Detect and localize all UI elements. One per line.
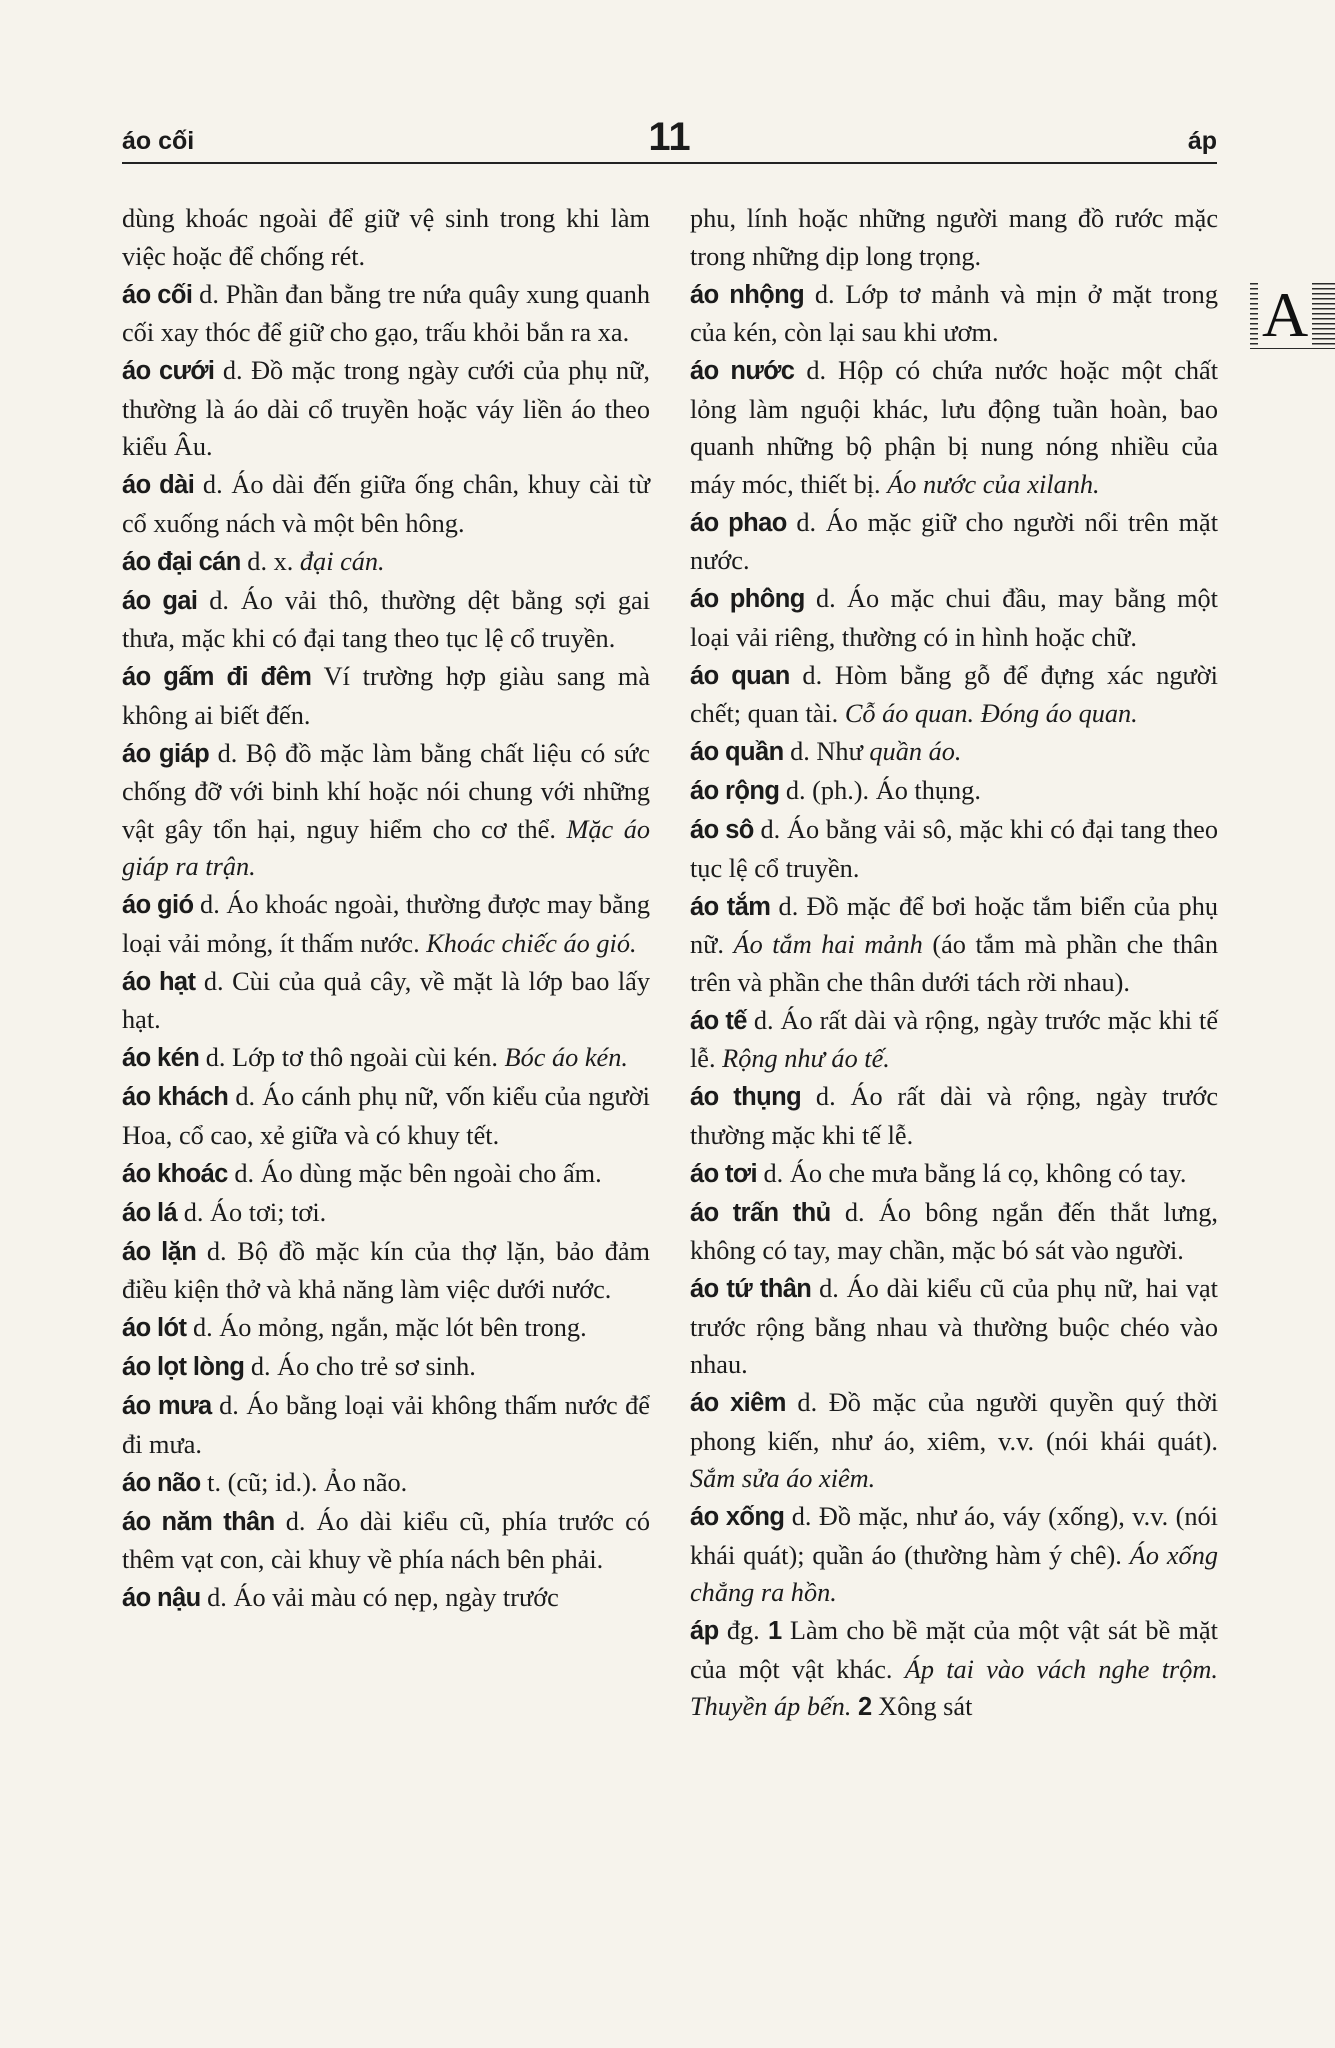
entry-definition: đg. bbox=[718, 1616, 769, 1645]
entry-definition: d. Áo dài đến giữa ống chân, khuy cài từ cổ xuống nách và một bên hông. bbox=[122, 470, 650, 538]
entry-headword: áo trấn thủ bbox=[690, 1198, 831, 1227]
entry-headword: áo lọt lòng bbox=[122, 1353, 245, 1381]
entry-definition: d. Áo che mưa bằng lá cọ, không có tay. bbox=[756, 1158, 1187, 1188]
entry-definition: d. Áo rất dài và rộng, ngày trước thường mặc khi tế lễ. bbox=[690, 1082, 1218, 1150]
entry-headword: áo não bbox=[122, 1468, 201, 1497]
dictionary-entry bbox=[690, 580, 1218, 656]
entry-headword: áo phông bbox=[690, 585, 805, 613]
entry-definition: d. Bộ đồ mặc kín của thợ lặn, bảo đảm điều kiện thở và khả năng làm việc dưới nước. bbox=[122, 1236, 650, 1304]
entry-definition: Làm cho bề mặt của một vật sát bề mặt của một vật khác. bbox=[690, 1616, 1218, 1684]
entry-headword: áo kén bbox=[122, 1044, 200, 1072]
entry-definition: Xông sát bbox=[871, 1692, 973, 1721]
entry-definition: d. Áo vải thô, thường dệt bằng sợi gai thưa, mặc khi có đại tang theo tục lệ cổ truyền. bbox=[122, 585, 650, 653]
entry-definition: d. Đồ mặc của người quyền quý thời phong kiến, như áo, xiêm, v.v. (nói khái quát). bbox=[690, 1388, 1219, 1456]
entry-headword: áo nước bbox=[690, 357, 795, 385]
dictionary-entry bbox=[690, 1612, 1218, 1727]
dictionary-entry bbox=[122, 1194, 650, 1233]
entry-headword: áo đại cán bbox=[122, 547, 241, 576]
dictionary-entry bbox=[122, 352, 650, 466]
entry-example: Rộng như áo tế. bbox=[722, 1044, 890, 1073]
entry-definition: d. Như bbox=[783, 737, 870, 766]
dictionary-entry bbox=[690, 1384, 1218, 1498]
entry-definition: t. (cũ; id.). Ảo não. bbox=[200, 1467, 408, 1497]
entry-definition: d. Áo khoác ngoài, thường được may bằng loại vải mỏng, ít thấm nước. bbox=[122, 890, 651, 958]
dictionary-entry bbox=[690, 888, 1218, 1002]
entry-headword: áo rộng bbox=[690, 777, 780, 805]
entry-headword: áo tế bbox=[690, 1006, 747, 1035]
entry-example: quần áo. bbox=[869, 737, 962, 766]
entry-example: Khoác chiếc áo gió. bbox=[426, 928, 637, 958]
dictionary-entry bbox=[122, 1387, 650, 1463]
entry-definition: d. (ph.). Áo thụng. bbox=[779, 776, 981, 805]
dictionary-entry bbox=[690, 504, 1218, 580]
dictionary-entry bbox=[122, 1155, 650, 1194]
entry-headword: áo tơi bbox=[690, 1159, 757, 1188]
entry-example: Cỗ áo quan. Đóng áo quan. bbox=[844, 699, 1138, 728]
entry-headword: áo gai bbox=[122, 586, 198, 615]
sense-number: 1 bbox=[768, 1617, 782, 1645]
entry-definition: d. Áo mặc giữ cho người nổi trên mặt nước. bbox=[690, 507, 1218, 575]
dictionary-entry bbox=[690, 1270, 1218, 1384]
entry-headword: áo hạt bbox=[122, 967, 196, 996]
entry-definition: d. Hộp có chứa nước hoặc một chất lỏng làm nguội khác, lưu động tuần hoàn, bao quanh những bộ phận bị nung nóng nhiều của máy móc, thiết bị. bbox=[690, 356, 1218, 499]
entry-headword: áo tứ thân bbox=[690, 1275, 812, 1303]
letter-tab bbox=[1250, 279, 1335, 350]
dictionary-entry bbox=[122, 1579, 650, 1618]
entry-example: Bóc áo kén. bbox=[504, 1043, 628, 1072]
entry-headword: áo cối bbox=[122, 280, 193, 309]
entry-definition: d. Đồ mặc, như áo, váy (xống), v.v. (nói khái quát); quần áo (thường hàm ý chê). bbox=[690, 1502, 1218, 1570]
entry-definition: d. Bộ đồ mặc làm bằng chất liệu có sức chống đỡ với binh khí hoặc nói chung với những vật gây tổn hại, nguy hiểm cho cơ thể. bbox=[122, 738, 650, 844]
entry-definition: (áo tắm mà phần che thân trên và phần che thân dưới tách rời nhau). bbox=[690, 930, 1219, 997]
dictionary-entry bbox=[122, 1464, 650, 1503]
entry-headword: áp bbox=[690, 1617, 719, 1645]
left-column bbox=[122, 200, 650, 1618]
entry-definition: d. Áo mặc chui đầu, may bằng một loại vải riêng, thường có in hình hoặc chữ. bbox=[690, 584, 1218, 652]
entry-definition: d. Áo dùng mặc bên ngoài cho ấm. bbox=[227, 1158, 602, 1188]
entry-headword: áo lặn bbox=[122, 1237, 197, 1266]
entry-headword: áo gấm đi đêm bbox=[122, 663, 312, 691]
entry-headword: áo thụng bbox=[690, 1083, 802, 1111]
entry-headword: áo quan bbox=[690, 661, 790, 690]
entry-definition bbox=[851, 1692, 858, 1721]
dictionary-entry bbox=[122, 276, 650, 352]
dictionary-entry bbox=[690, 1194, 1218, 1270]
entry-headword: áo xiêm bbox=[690, 1389, 786, 1417]
dictionary-entry bbox=[122, 543, 650, 582]
entry-definition: d. Áo cho trẻ sơ sinh. bbox=[244, 1352, 476, 1381]
dictionary-entry bbox=[690, 352, 1218, 503]
entry-definition: d. Áo mỏng, ngắn, mặc lót bên trong. bbox=[186, 1313, 587, 1342]
dictionary-entry bbox=[690, 811, 1218, 887]
entry-definition: d. Cùi của quả cây, về mặt là lớp bao lấy hạt. bbox=[122, 966, 650, 1034]
page-number: 11 bbox=[648, 115, 691, 159]
entry-example: Áo nước của xilanh. bbox=[887, 469, 1100, 499]
dictionary-entry bbox=[122, 1348, 650, 1387]
entry-definition: d. Áo bông ngắn đến thắt lưng, không có tay, may chần, mặc bó sát vào người. bbox=[690, 1197, 1218, 1265]
entry-definition: d. Áo dài kiểu cũ của phụ nữ, hai vạt trước rộng bằng nhau và thường buộc chéo vào nhau. bbox=[690, 1274, 1218, 1379]
entry-definition: d. Đồ mặc để bơi hoặc tắm biển của phụ nữ. bbox=[690, 891, 1218, 959]
entry-definition: d. Hòm bằng gỗ để đựng xác người chết; quan tài. bbox=[690, 660, 1218, 728]
entry-definition: d. Lớp tơ thô ngoài cùi kén. bbox=[199, 1043, 505, 1072]
entry-definition: d. Áo rất dài và rộng, ngày trước mặc khi tế lễ. bbox=[690, 1005, 1218, 1073]
entry-headword: áo tắm bbox=[690, 892, 771, 921]
entry-headword: áo khách bbox=[122, 1083, 229, 1111]
dictionary-entry bbox=[122, 658, 650, 734]
entry-example: Mặc áo giáp ra trận. bbox=[122, 814, 650, 881]
entry-headword: áo dài bbox=[122, 471, 195, 499]
dictionary-entry bbox=[122, 886, 650, 962]
entry-headword: áo giáp bbox=[122, 739, 210, 768]
dictionary-entry bbox=[122, 1309, 650, 1348]
entry-definition: Ví trường hợp giàu sang mà không ai biết đến. bbox=[122, 662, 650, 730]
dictionary-entry bbox=[690, 1078, 1218, 1154]
dictionary-entry bbox=[122, 1233, 650, 1309]
entry-definition: dùng khoác ngoài để giữ vệ sinh trong khi làm việc hoặc để chống rét. bbox=[122, 204, 650, 271]
entry-definition: d. Áo bằng vải sô, mặc khi có đại tang theo tục lệ cổ truyền. bbox=[690, 815, 1218, 883]
dictionary-entry bbox=[122, 735, 650, 886]
entry-headword: áo sô bbox=[690, 816, 754, 844]
header-first-headword: áo cối bbox=[122, 127, 195, 155]
dictionary-entry bbox=[690, 200, 1218, 275]
entry-headword: áo cưới bbox=[122, 357, 215, 385]
entry-definition: d. Phần đan bằng tre nứa quây xung quanh cối xay thóc để giữ cho gạo, trấu khỏi bắn ra xa. bbox=[122, 279, 650, 347]
letter-tab-label: A bbox=[1258, 282, 1312, 348]
dictionary-entry bbox=[122, 1039, 650, 1078]
dictionary-entry bbox=[690, 1155, 1218, 1194]
entry-example: Áo tắm hai mảnh bbox=[733, 930, 923, 959]
entry-headword: áo nậu bbox=[122, 1584, 201, 1612]
dictionary-entry bbox=[690, 276, 1218, 352]
entry-headword: áo xống bbox=[690, 1503, 785, 1531]
sense-number: 2 bbox=[857, 1693, 872, 1721]
entry-definition: d. Áo dài kiểu cũ, phía trước có thêm vạt con, cài khuy về phía nách bên phải. bbox=[122, 1506, 650, 1574]
entry-headword: áo phao bbox=[690, 508, 787, 537]
dictionary-entry bbox=[122, 466, 650, 542]
dictionary-entry bbox=[690, 1498, 1218, 1612]
dictionary-entry bbox=[122, 200, 650, 275]
entry-definition: d. Áo cánh phụ nữ, vốn kiểu của người Hoa, cổ cao, xẻ giữa và có khuy tết. bbox=[122, 1082, 650, 1150]
entry-example: Sắm sửa áo xiêm. bbox=[690, 1464, 876, 1493]
entry-headword: áo nhộng bbox=[690, 280, 805, 309]
dictionary-entry bbox=[122, 1503, 650, 1579]
entry-example: đại cán. bbox=[299, 546, 385, 576]
entry-example: Áo xống chẳng ra hồn. bbox=[690, 1540, 1219, 1607]
header-last-headword: áp bbox=[1187, 127, 1217, 155]
dictionary-entry bbox=[690, 772, 1218, 811]
dictionary-entry bbox=[690, 657, 1218, 733]
dictionary-entry bbox=[690, 1002, 1218, 1078]
right-column bbox=[690, 200, 1218, 1727]
dictionary-entry bbox=[122, 963, 650, 1039]
entry-headword: áo lá bbox=[122, 1198, 178, 1227]
entry-headword: áo năm thân bbox=[122, 1507, 275, 1536]
entry-definition: d. Áo vải màu có nẹp, ngày trước bbox=[200, 1583, 559, 1612]
dictionary-entry bbox=[122, 582, 650, 658]
dictionary-entry bbox=[122, 1078, 650, 1154]
dictionary-entry bbox=[690, 733, 1218, 772]
entry-definition: d. Lớp tơ mảnh và mịn ở mặt trong của kén, còn lại sau khi ươm. bbox=[690, 279, 1218, 347]
entry-headword: áo khoác bbox=[122, 1159, 228, 1188]
entry-definition: d. Áo tơi; tơi. bbox=[177, 1197, 327, 1227]
entry-headword: áo lót bbox=[122, 1314, 187, 1342]
entry-definition: d. x. bbox=[240, 546, 300, 576]
entry-example: Áp tai vào vách nghe trộm. Thuyền áp bến. bbox=[690, 1654, 1218, 1721]
entry-headword: áo gió bbox=[122, 891, 194, 919]
entry-definition: d. Áo bằng loại vải không thấm nước để đi mưa. bbox=[122, 1391, 650, 1459]
page-header bbox=[122, 112, 1217, 164]
entry-definition: phu, lính hoặc những người mang đồ rước mặc trong những dịp long trọng. bbox=[690, 204, 1218, 271]
entry-definition: d. Đồ mặc trong ngày cưới của phụ nữ, thường là áo dài cổ truyền hoặc váy liền áo theo kiểu Âu. bbox=[122, 356, 650, 461]
entry-headword: áo quần bbox=[690, 738, 784, 766]
entry-headword: áo mưa bbox=[122, 1392, 212, 1420]
